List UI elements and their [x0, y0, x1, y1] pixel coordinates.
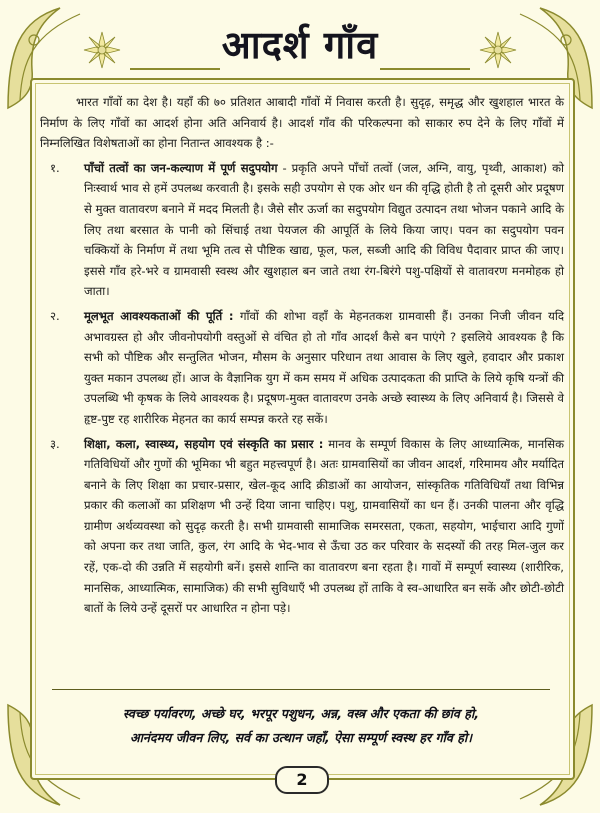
page-number: 2	[275, 766, 329, 794]
list-item-body	[84, 434, 564, 619]
list-item-heading: शिक्षा, कला, स्वास्थ्य, सहयोग एवं संस्कृति का प्रसार :	[84, 436, 324, 451]
motto	[40, 702, 562, 750]
list-item-text: मानव के सम्पूर्ण विकास के लिए आध्यात्मिक, मानसिक गतिविधियों और गुणों की भूमिका भी बहुत महत्त्वपूर्ण है। अतः ग्रामवासियों का जीवन आदर्श, गरिमामय और मर्यादित बनाने के लिए शिक्षा का प्रचार-प्रसार, खेल-कूद आदि क्रीडाओं का आयोजन, सांस्कृतिक गतिविधियाँ तथा विभिन्न प्रकार की कलाओं का प्रशिक्षण भी उन्हें दिया जाना चाहिए। पशु, ग्रामवासियों का धन हैं। उनकी पालना और वृद्धि ग्रामीण अर्थव्यवस्था को सुदृढ़ करती है। सभी ग्रामवासी सामाजिक समरसता, एकता, सहयोग, भाईचारा आदि गुणों को अपना कर तथा जाति, कुल, रंग आदि के भेद-भाव से ऊँचा उठ कर परिवार के सदस्यों की तरह मिल-जुल कर रहें, एक-दो की उन्नति में सहयोगी बनें। इससे शान्ति का वातावरण बना रहता है। गावों में सम्पूर्ण स्वास्थ्य (शारीरिक, मानसिक, आध्यात्मिक, सामाजिक) की सभी सुविधाएँ भी उपलब्ध हों ताकि वे स्व-आधारित बन सकें और छोटी-छोटी बातों के लिये उन्हें दूसरों पर आधारित न होना पड़े।	[84, 436, 565, 616]
list-item-number: २.	[50, 308, 60, 323]
article-body	[40, 92, 564, 623]
list-item-number: १.	[50, 160, 60, 175]
list-item	[40, 158, 564, 302]
list-item-body	[84, 158, 564, 302]
list-item	[40, 306, 564, 430]
intro-paragraph: भारत गाँवों का देश है। यहाँ की ७० प्रतिशत आबादी गाँवों में निवास करती है। सुदृढ़, समृद्ध और खुशहाल भारत के निर्माण के लिए गाँवों का आदर्श होना अति अनिवार्य है। आदर्श गाँव की परिकल्पना को साकार रुप देने के लिए गाँवों में निम्नलिखित विशेषताओं का होना नितान्त आवश्यक है :-	[40, 95, 564, 151]
title-rule-left	[130, 68, 220, 70]
page-title: आदर्श गाँव	[221, 23, 379, 67]
motto-line-2: आनंदमय जीवन लिए, सर्व का उत्थान जहाँ, ऐसा सम्पूर्ण स्वस्थ हर गाँव हो।	[129, 730, 473, 745]
list-item	[40, 434, 564, 619]
list-item-text: - प्रकृति अपने पाँचों तत्वों (जल, अग्नि, वायु, पृथ्वी, आकाश) को निःस्वार्थ भाव से हमें उपलब्ध करवाती है। इसके सही उपयोग से एक ओर धन की वृद्धि होती है तो दूसरी ओर प्रदूषण से मुक्त वातावरण बनाने में मदद मिलती है। जैसे सौर ऊर्जा का सदुपयोग विद्युत उत्पादन तथा भोजन पकाने आदि के लिए तथा बरसात के पानी को सिंचाई तथा पेयजल की आपूर्ति के लिये किया जाए। पवन का सदुपयोग पवन चक्कियों के निर्माण में तथा भूमि तत्व से पौष्टिक खाद्य, फूल, फल, सब्जी आदि की विविध पैदावार प्राप्त की जाए। इससे गाँव हरे-भरे व ग्रामवासी स्वस्थ और खुशहाल बन जाते तथा रंग-बिरंगे पशु-पक्षियों से वातावरण मनमोहक हो जाता।	[84, 160, 565, 299]
list-item-heading: पाँचों तत्वों का जन-कल्याण में पूर्ण सदुपयोग	[84, 160, 278, 175]
list-item-heading: मूलभूत आवश्यकताओं की पूर्ति :	[84, 308, 234, 323]
list-item-number: ३.	[50, 436, 60, 451]
motto-divider	[52, 689, 550, 690]
list-item-body	[84, 306, 564, 430]
list-item-text: गाँवों की शोभा वहाँ के मेहनतकश ग्रामवासी हैं। उनका निजी जीवन यदि अभावग्रस्त हो और जीवनोपयोगी वस्तुओं से वंचित हो तो गाँव आदर्श कैसे बन पाएंगे ? इसलिये आवश्यक है कि सभी को पौष्टिक और सन्तुलित भोजन, मौसम के अनुसार परिधान तथा आवास के लिए खुले, हवादार और प्रकाश युक्त मकान उपलब्ध हों। आज के वैज्ञानिक युग में कम समय में अधिक उत्पादकता की प्राप्ति के लिये कृषि यन्त्रों की उपलब्धि भी कृषक के लिये आवश्यक है। प्रदूषण-मुक्त वातावरण उनके अच्छे स्वास्थ्य के लिए अनिवार्य है। जिससे वे हृष्ट-पुष्ट रह शारीरिक मेहनत का कार्य सम्पन्न करते रह सकें।	[84, 308, 564, 426]
motto-line-1: स्वच्छ पर्यावरण, अच्छे घर, भरपूर पशुधन, अन्न, वस्त्र और एकता की छांव हो,	[122, 706, 480, 721]
title-rule-right	[380, 68, 470, 70]
